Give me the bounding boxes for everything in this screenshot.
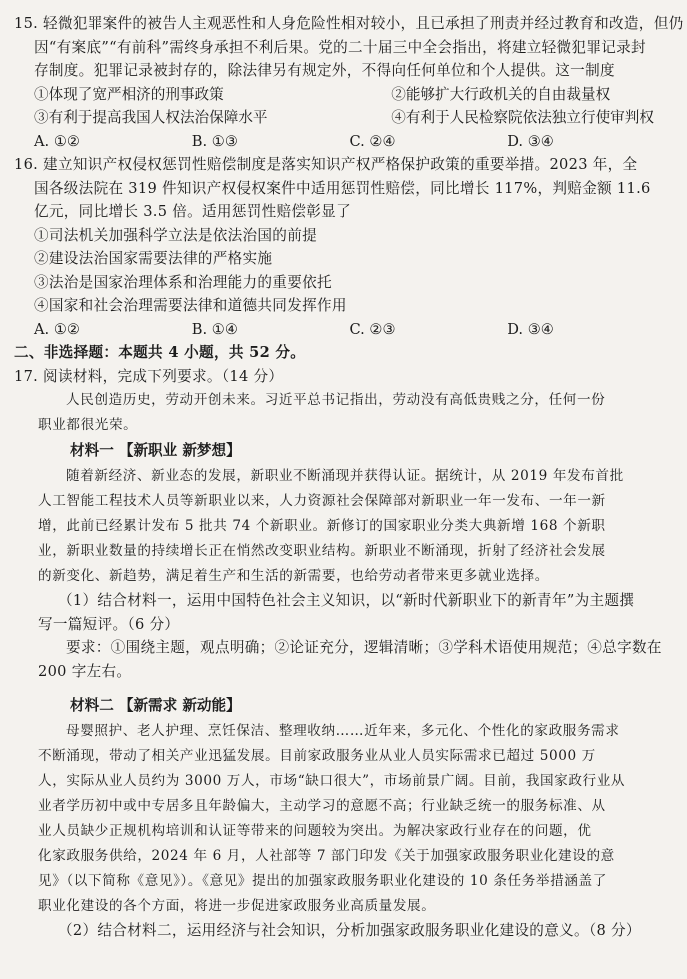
question-16 — [14, 153, 665, 341]
q15-statement-3: ③有利于提高我国人权法治保障水平 — [34, 109, 268, 126]
material-2-line-1: 母婴照护、老人护理、烹饪保洁、整理收纳……近年来，多元化、个性化的家政服务需求 — [66, 723, 620, 739]
q16-statement-3: ③法治是国家治理体系和治理能力的重要依托 — [34, 273, 332, 291]
q16-line-1: 16. 建立知识产权侵权惩罚性赔偿制度是落实知识产权严格保护政策的重要举措。2023 年，全 — [14, 156, 638, 173]
material-1-line-5: 的新变化、新趋势，满足着生产和生活的新需要，也给劳动者带来更多就业选择。 — [38, 568, 549, 584]
material-2-body — [14, 719, 665, 919]
section-heading: 二、非选择题：本题共 4 小题，共 52 分。 — [14, 344, 306, 361]
material-1-line-1: 随着新经济、新业态的发展，新职业不断涌现并获得认证。据统计，从 2019 年发布首批 — [66, 468, 624, 484]
q17-subquestion-2: （2）结合材料二，运用经济与社会知识，分析加强家政服务职业化建设的意义。（8 分） — [58, 922, 641, 939]
q15-line-1: 15. 轻微犯罪案件的被告人主观恶性和人身危险性相对较小，且已承担了刑责并经过教育和改造，但仍 — [14, 15, 684, 32]
material-1-body — [14, 464, 665, 589]
material-1-line-2: 人工智能工程技术人员等新职业以来，人力资源社会保障部对新职业一年一发布、一年一新 — [38, 493, 606, 509]
question-15 — [14, 12, 684, 153]
material-1-line-4: 业，新职业数量的持续增长正在悄然改变职业结构。新职业不断涌现，折射了经济社会发展 — [38, 543, 606, 559]
material-2-line-7: 见》（以下简称《意见》）。《意见》提出的加强家政服务职业化建设的 10 条任务举措涵盖了 — [38, 873, 607, 889]
material-2-line-2: 不断涌现，带动了相关产业迅猛发展。目前家政服务业从业人员实际需求已超过 5000 万 — [38, 748, 596, 764]
material-1-title: 材料一 【新职业 新梦想】 — [70, 442, 241, 459]
q17-subquestion-1-cont: 写一篇短评。（6 分） — [38, 615, 180, 633]
material-1-line-3: 增，此前已经累计发布 5 批共 74 个新职业。新修订的国家职业分类大典新增 168 个新职 — [38, 518, 606, 534]
material-2-line-3: 人，实际从业人员约为 3000 万人，市场“缺口很大”，市场前景广阔。目前，我国家政行业从 — [38, 773, 626, 789]
q16-option-a: A. ①② — [34, 320, 80, 338]
q16-statement-4: ④国家和社会治理需要法律和道德共同发挥作用 — [34, 297, 347, 314]
q15-line-2: 因“有案底”“有前科”需终身承担不利后果。党的二十届三中全会指出，将建立轻微犯罪记录封 — [34, 38, 646, 56]
q15-option-b: B. ①③ — [191, 132, 238, 150]
q17-requirements: 要求：①围绕主题，观点明确；②论证充分，逻辑清晰；③学科术语使用规范；④总字数在 — [66, 639, 662, 656]
q15-option-a: A. ①② — [34, 132, 80, 150]
q15-statement-1: ①体现了宽严相济的刑事政策 — [34, 85, 224, 103]
q17-quote — [14, 388, 665, 438]
material-2-line-8: 职业化建设的各个方面，将进一步促进家政服务业高质量发展。 — [38, 898, 436, 914]
material-2-title: 材料二 【新需求 新动能】 — [70, 697, 241, 714]
material-2-line-4: 业者学历初中或中专居多且年龄偏大，主动学习的意愿不高；行业缺乏统一的服务标准、从 — [38, 798, 606, 814]
q15-option-c: C. ②④ — [349, 132, 396, 150]
q15-line-3: 存制度。犯罪记录被封存的，除法律另有规定外，不得向任何单位和个人提供。这一制度 — [34, 62, 615, 79]
q15-statement-2: ②能够扩大行政机关的自由裁量权 — [391, 85, 611, 103]
q16-statement-2: ②建设法治国家需要法律的严格实施 — [34, 250, 273, 267]
q16-statement-1: ①司法机关加强科学立法是依法治国的前提 — [34, 226, 317, 244]
q15-statement-4: ④有利于人民检察院依法独立行使审判权 — [391, 109, 654, 126]
q15-option-d: D. ③④ — [507, 132, 554, 150]
material-2-line-6: 化家政服务供给，2024 年 6 月，人社部等 7 部门印发《关于加强家政服务职业化建设的意 — [38, 848, 615, 864]
q16-line-2: 国各级法院在 319 件知识产权侵权案件中适用惩罚性赔偿，同比增长 117%，判赔金额 11.6 — [34, 179, 651, 197]
q17-quote-line-2: 职业都很光荣。 — [38, 417, 138, 433]
q16-option-b: B. ①④ — [191, 320, 238, 338]
q17-quote-line-1: 人民创造历史，劳动开创未来。习近平总书记指出，劳动没有高低贵贱之分，任何一份 — [66, 392, 606, 408]
q17-stem: 17. 阅读材料，完成下列要求。（14 分） — [14, 367, 284, 385]
material-2-line-5: 业人员缺少正规机构培训和认证等带来的问题较为突出。为解决家政行业存在的问题，优 — [38, 823, 592, 839]
q17-subquestion-1: （1）结合材料一，运用中国特色社会主义知识，以“新时代新职业下的新青年”为主题撰 — [58, 592, 635, 609]
q17-requirements-cont: 200 字左右。 — [38, 662, 132, 680]
q16-line-3: 亿元，同比增长 3.5 倍。适用惩罚性赔偿彰显了 — [34, 203, 351, 220]
q16-option-c: C. ②③ — [349, 320, 396, 338]
q16-option-d: D. ③④ — [507, 320, 554, 338]
